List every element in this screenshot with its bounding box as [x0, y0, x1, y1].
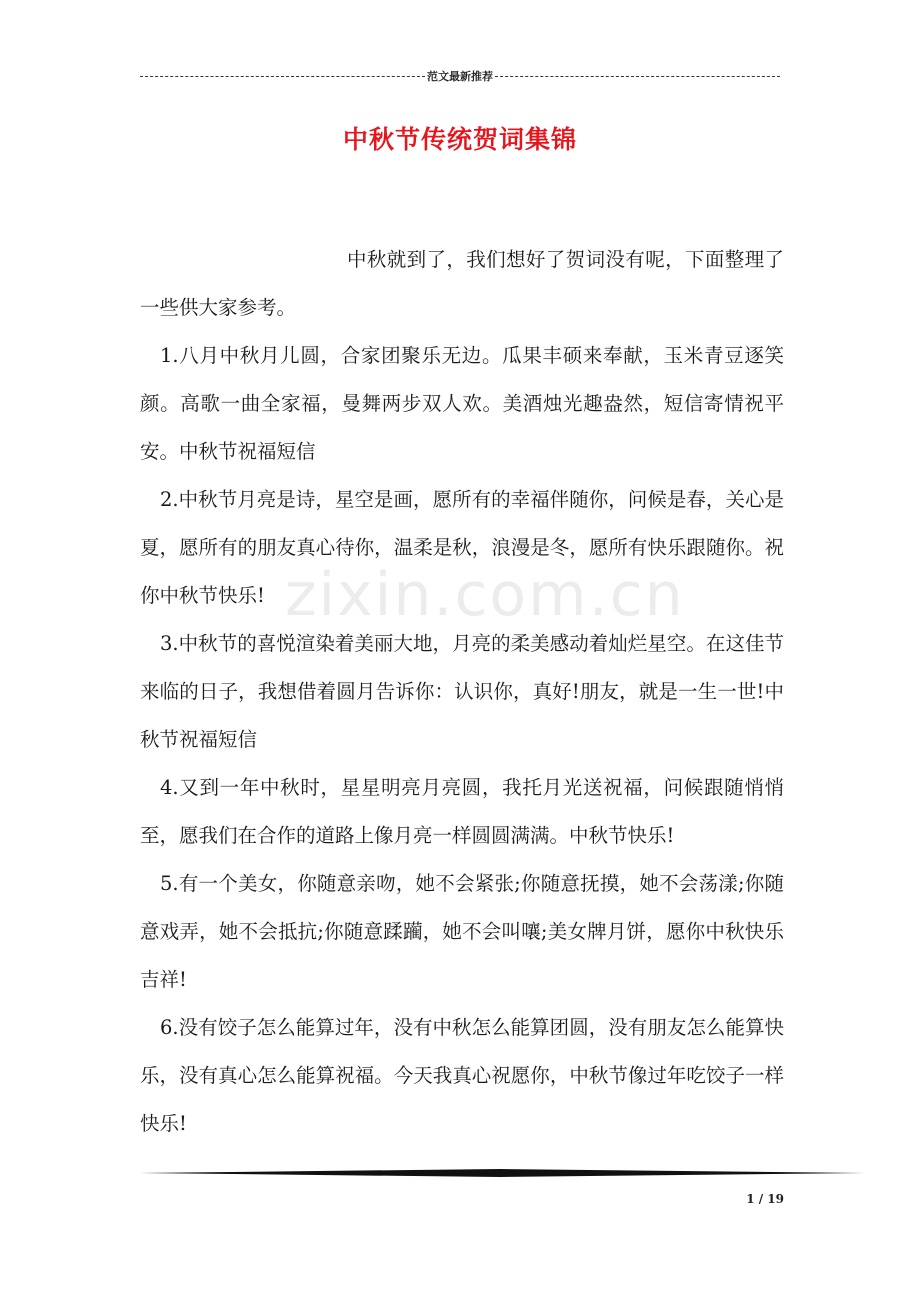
- document-title: 中秋节传统贺词集锦: [342, 125, 577, 154]
- header-label: 范文最新推荐: [427, 70, 493, 83]
- page-number: 1 / 19: [746, 1192, 784, 1206]
- page-header: [140, 68, 780, 84]
- list-item: 3.中秋节的喜悦渲染着美丽大地，月亮的柔美感动着灿烂星空。在这佳节来临的日子，我想借着圆月告诉你：认识你，真好!朋友，就是一生一世!中秋节祝福短信: [140, 632, 784, 751]
- list-item: 5.有一个美女，你随意亲吻，她不会紧张;你随意抚摸，她不会荡漾;你随意戏弄，她不会抵抗;你随意蹂躏，她不会叫嚷;美女牌月饼，愿你中秋快乐吉祥!: [140, 872, 784, 991]
- list-item: 2.中秋节月亮是诗，星空是画，愿所有的幸福伴随你，问候是春，关心是夏，愿所有的朋友真心待你，温柔是秋，浪漫是冬，愿所有快乐跟随你。祝你中秋节快乐!: [140, 488, 784, 607]
- list-item: 1.八月中秋月儿圆，合家团聚乐无边。瓜果丰硕来奉献，玉米青豆逐笑颜。高歌一曲全家福，曼舞两步双人欢。美酒烛光趣盎然，短信寄情祝平安。中秋节祝福短信: [140, 344, 784, 463]
- list-item: 4.又到一年中秋时，星星明亮月亮圆，我托月光送祝福，问候跟随悄悄至，愿我们在合作的道路上像月亮一样圆圆满满。中秋节快乐!: [140, 776, 784, 847]
- list-item: 6.没有饺子怎么能算过年，没有中秋怎么能算团圆，没有朋友怎么能算快乐，没有真心怎么能算祝福。今天我真心祝愿你，中秋节像过年吃饺子一样快乐!: [140, 1016, 784, 1135]
- header-dash-right: [495, 76, 780, 77]
- footer-rule: [140, 1168, 864, 1178]
- watermark: zixin.com.cn: [285, 560, 685, 630]
- document-body: [140, 236, 784, 1148]
- intro-paragraph: 中秋就到了，我们想好了贺词没有呢，下面整理了一些供大家参考。: [140, 248, 784, 319]
- header-dash-left: [140, 76, 425, 77]
